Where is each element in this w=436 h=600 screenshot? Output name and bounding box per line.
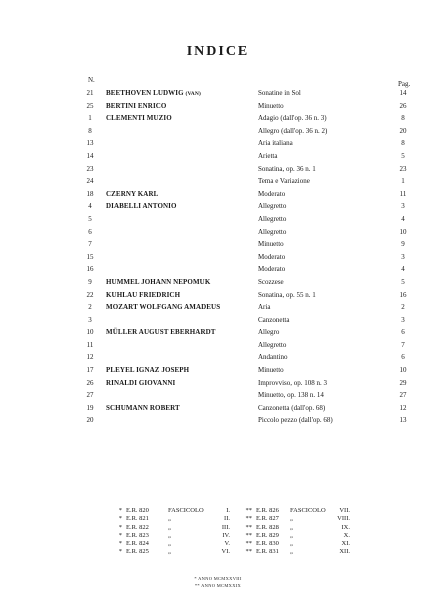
edition-code: E.R. 830 <box>256 540 279 548</box>
edition-code: E.R. 825 <box>126 548 149 556</box>
page-number: 2 <box>401 303 405 312</box>
page-number: 4 <box>401 214 405 223</box>
index-row <box>0 163 436 176</box>
work-title: Canzonetta <box>258 315 290 324</box>
page-number: 11 <box>399 189 407 198</box>
work-title: Canzonetta (dall'op. 68) <box>258 403 326 412</box>
composer-name <box>106 200 177 214</box>
work-title: Improvviso, op. 108 n. 3 <box>258 378 328 387</box>
entry-number: 20 <box>86 416 94 425</box>
work-title: Minuetto <box>258 366 284 375</box>
year-mark: * <box>118 548 122 556</box>
year-note: ** ANNO MCMXXIX <box>194 583 242 588</box>
entry-number: 26 <box>86 378 94 387</box>
page-number: 20 <box>399 126 407 135</box>
work-title: Sonatine in Sol <box>258 89 301 97</box>
entry-number: 5 <box>88 214 92 223</box>
work-title: Minuetto, op. 138 n. 14 <box>258 391 324 400</box>
fascicolo-word: „ <box>168 531 171 539</box>
composer-name <box>106 276 210 290</box>
fascicolo-word: „ <box>290 523 293 531</box>
entry-number: 4 <box>88 202 92 211</box>
page-number: 8 <box>401 114 405 123</box>
fascicolo-word: FASCICOLO <box>290 507 326 514</box>
entry-number: 7 <box>88 240 92 249</box>
composer-name <box>106 188 158 202</box>
fascicolo-numeral: IX. <box>341 523 350 531</box>
year-notes <box>0 575 436 589</box>
composer-text: RINALDI GIOVANNI <box>106 378 176 387</box>
page-number: 27 <box>399 391 407 400</box>
edition-code: E.R. 826 <box>256 507 279 514</box>
entry-number: 21 <box>86 89 94 97</box>
composer-name <box>106 289 180 303</box>
fascicolo-numeral: I. <box>226 507 230 514</box>
year-mark: * <box>118 540 122 548</box>
fascicolo-numeral: III. <box>221 523 230 531</box>
fascicolo-numeral: VI. <box>221 548 230 556</box>
fascicolo-row <box>0 548 436 556</box>
page-number: 6 <box>401 353 405 362</box>
composer-text: PLEYEL IGNAZ JOSEPH <box>106 366 190 375</box>
work-title: Scozzese <box>258 277 284 286</box>
page-number: 3 <box>401 252 405 261</box>
index-row <box>0 188 436 201</box>
index-row <box>0 263 436 276</box>
index-row <box>0 125 436 138</box>
index-row <box>0 112 436 125</box>
fascicolo-numeral: X. <box>343 531 350 539</box>
composer-text: SCHUMANN ROBERT <box>106 403 180 412</box>
edition-code: E.R. 829 <box>256 531 279 539</box>
composer-name <box>106 326 216 340</box>
index-row <box>0 87 436 100</box>
page-number: 13 <box>399 416 407 425</box>
fascicoli-list <box>0 507 436 557</box>
composer-text: CLEMENTI MUZIO <box>106 114 172 123</box>
year-mark: ** <box>245 540 252 548</box>
edition-code: E.R. 824 <box>126 540 149 548</box>
fascicolo-word: FASCICOLO <box>168 507 204 514</box>
composer-name <box>106 364 189 378</box>
page-number: 8 <box>401 139 405 148</box>
page-number: 10 <box>399 366 407 375</box>
page-number: 26 <box>399 101 407 110</box>
index-row <box>0 276 436 289</box>
index-row <box>0 200 436 213</box>
work-title: Sonatina, op. 55 n. 1 <box>258 290 316 299</box>
index-row <box>0 389 436 402</box>
entry-number: 19 <box>86 403 94 412</box>
index-row <box>0 213 436 226</box>
index-row <box>0 351 436 364</box>
index-row <box>0 238 436 251</box>
composer-name <box>106 377 175 391</box>
year-mark: ** <box>245 548 252 556</box>
fascicolo-word: „ <box>168 548 171 556</box>
fascicolo-numeral: II. <box>224 515 230 523</box>
work-title: Tema e Variazione <box>258 177 310 186</box>
fascicolo-numeral: XI. <box>341 540 350 548</box>
work-title: Allegro <box>258 328 280 337</box>
fascicolo-word: „ <box>168 523 171 531</box>
entry-number: 14 <box>86 151 94 160</box>
work-title: Allegretto <box>258 227 287 236</box>
fascicolo-word: „ <box>290 515 293 523</box>
fascicolo-row <box>0 507 436 515</box>
composer-text: CZERNY KARL <box>106 189 159 198</box>
work-title: Allegretto <box>258 340 287 349</box>
fascicolo-row <box>0 540 436 548</box>
index-row <box>0 314 436 327</box>
page-number: 29 <box>399 378 407 387</box>
entry-number: 2 <box>88 303 92 312</box>
entry-number: 12 <box>86 353 94 362</box>
entry-number: 11 <box>86 340 94 349</box>
index-row <box>0 402 436 415</box>
index-row <box>0 339 436 352</box>
fascicolo-word: „ <box>290 540 293 548</box>
year-mark: ** <box>245 507 252 514</box>
work-title: Piccolo pezzo (dall'op. 68) <box>258 416 333 425</box>
page-number: 12 <box>399 403 407 412</box>
work-title: Andantino <box>258 353 288 362</box>
entry-number: 8 <box>88 126 92 135</box>
index-row <box>0 226 436 239</box>
work-title: Aria italiana <box>258 139 293 148</box>
composer-text: MOZART WOLFGANG AMADEUS <box>106 303 221 312</box>
entry-number: 10 <box>86 328 94 337</box>
year-mark: ** <box>245 523 252 531</box>
page-number: 23 <box>399 164 407 173</box>
index-row <box>0 301 436 314</box>
page-title: INDICE <box>186 44 250 59</box>
entry-number: 3 <box>88 315 92 324</box>
composer-name <box>106 87 201 101</box>
entry-number: 9 <box>88 277 92 286</box>
index-row <box>0 251 436 264</box>
composer-text: BEETHOVEN LUDWIG <box>106 89 184 97</box>
fascicolo-row <box>0 532 436 540</box>
page-number: 6 <box>401 328 405 337</box>
year-mark: * <box>118 507 122 514</box>
entry-number: 25 <box>86 101 94 110</box>
entry-number: 23 <box>86 164 94 173</box>
work-title: Moderato <box>258 265 286 274</box>
edition-code: E.R. 822 <box>126 523 149 531</box>
index-table <box>0 87 436 427</box>
composer-name <box>106 402 180 416</box>
page-column-header: Pag. <box>398 80 411 88</box>
work-title: Allegretto <box>258 202 287 211</box>
index-row <box>0 364 436 377</box>
composer-text: HUMMEL JOHANN NEPOMUK <box>106 277 211 286</box>
work-title: Moderato <box>258 252 286 261</box>
page-number: 1 <box>401 177 405 186</box>
page-number: 10 <box>399 227 407 236</box>
fascicolo-word: „ <box>168 540 171 548</box>
edition-code: E.R. 820 <box>126 507 149 514</box>
work-title: Adagio (dall'op. 36 n. 3) <box>258 114 327 123</box>
index-row <box>0 175 436 188</box>
page-number: 5 <box>401 151 405 160</box>
composer-text: MÜLLER AUGUST EBERHARDT <box>106 328 216 337</box>
fascicolo-numeral: IV. <box>222 531 230 539</box>
number-column-header: N. <box>88 76 95 84</box>
composer-text: DIABELLI ANTONIO <box>106 202 177 211</box>
edition-code: E.R. 823 <box>126 531 149 539</box>
composer-text: BERTINI ENRICO <box>106 101 167 110</box>
composer-particle: (VAN) <box>185 91 201 97</box>
page-number: 9 <box>401 240 405 249</box>
entry-number: 15 <box>86 252 94 261</box>
index-row <box>0 326 436 339</box>
fascicolo-numeral: XII. <box>339 548 350 556</box>
page-number: 3 <box>401 315 405 324</box>
entry-number: 1 <box>88 114 92 123</box>
fascicolo-word: „ <box>290 531 293 539</box>
index-row <box>0 150 436 163</box>
entry-number: 13 <box>86 139 94 148</box>
entry-number: 24 <box>86 177 94 186</box>
page-number: 7 <box>401 340 405 349</box>
entry-number: 17 <box>86 366 94 375</box>
entry-number: 18 <box>86 189 94 198</box>
page-number: 14 <box>399 89 407 97</box>
index-row <box>0 289 436 302</box>
edition-code: E.R. 821 <box>126 515 149 523</box>
fascicolo-numeral: VIII. <box>337 515 350 523</box>
year-note: * ANNO MCMXXVIII <box>194 576 242 581</box>
composer-name <box>106 100 166 114</box>
page-number: 3 <box>401 202 405 211</box>
index-row <box>0 100 436 113</box>
composer-name <box>106 301 220 315</box>
fascicolo-row <box>0 524 436 532</box>
year-mark: * <box>118 523 122 531</box>
page-number: 4 <box>401 265 405 274</box>
entry-number: 16 <box>86 265 94 274</box>
year-mark: * <box>118 515 122 523</box>
work-title: Allegro (dall'op. 36 n. 2) <box>258 126 328 135</box>
work-title: Moderato <box>258 189 286 198</box>
page-number: 5 <box>401 277 405 286</box>
work-title: Sonatina, op. 36 n. 1 <box>258 164 316 173</box>
work-title: Minuetto <box>258 240 284 249</box>
work-title: Aria <box>258 303 271 312</box>
fascicolo-word: „ <box>168 515 171 523</box>
page-number: 16 <box>399 290 407 299</box>
year-mark: ** <box>245 515 252 523</box>
edition-code: E.R. 831 <box>256 548 279 556</box>
work-title: Arietta <box>258 151 278 160</box>
fascicolo-word: „ <box>290 548 293 556</box>
edition-code: E.R. 827 <box>256 515 279 523</box>
entry-number: 22 <box>86 290 94 299</box>
index-row <box>0 137 436 150</box>
work-title: Minuetto <box>258 101 284 110</box>
composer-text: KUHLAU FRIEDRICH <box>106 290 181 299</box>
index-row <box>0 414 436 427</box>
work-title: Allegretto <box>258 214 287 223</box>
entry-number: 6 <box>88 227 92 236</box>
edition-code: E.R. 828 <box>256 523 279 531</box>
composer-name <box>106 112 172 126</box>
fascicolo-numeral: V. <box>224 540 230 548</box>
fascicolo-row <box>0 515 436 523</box>
index-row <box>0 377 436 390</box>
year-mark: ** <box>245 531 252 539</box>
fascicolo-numeral: VII. <box>339 507 350 514</box>
year-mark: * <box>118 531 122 539</box>
entry-number: 27 <box>86 391 94 400</box>
